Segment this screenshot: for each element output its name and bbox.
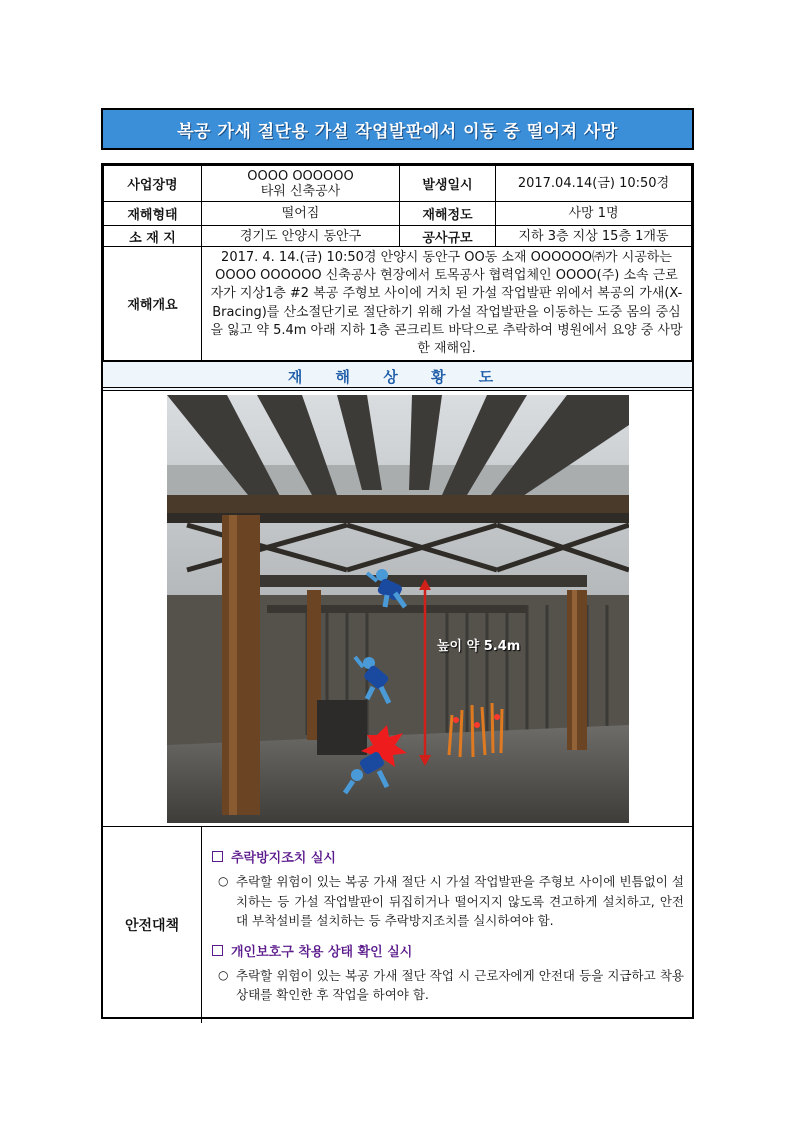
safety-heading-1-text: 추락방지조치 실시 xyxy=(231,851,336,867)
checkbox-square-icon xyxy=(212,851,223,862)
date-value: 2017.04.14(금) 10:50경 xyxy=(496,166,692,202)
business-value: OOOO OOOOOO타워 신축공사 xyxy=(202,166,400,202)
safety-item-2 xyxy=(218,966,684,1005)
scale-label: 공사규모 xyxy=(400,226,496,247)
report-title: 복공 가새 절단용 가설 작업발판에서 이동 중 떨어져 사망 xyxy=(177,121,618,142)
business-label: 사업장명 xyxy=(104,166,202,202)
diagram-section-header xyxy=(103,361,692,391)
report-title-banner xyxy=(101,108,694,150)
safety-body xyxy=(202,827,692,1023)
location-value: 경기도 안양시 동안구 xyxy=(202,226,400,247)
date-label: 발생일시 xyxy=(400,166,496,202)
safety-heading-1 xyxy=(212,847,684,866)
safety-label: 안전대책 xyxy=(103,827,202,1023)
accident-diagram xyxy=(103,391,692,827)
checkbox-square-icon xyxy=(212,945,223,956)
location-label: 소 재 지 xyxy=(104,226,202,247)
info-table xyxy=(103,165,692,361)
circle-bullet-icon: ○ xyxy=(218,967,229,982)
safety-measures xyxy=(103,827,692,1023)
type-label: 재해형태 xyxy=(104,202,202,226)
circle-bullet-icon: ○ xyxy=(218,874,229,889)
type-value: 떨어짐 xyxy=(202,202,400,226)
severity-value: 사망 1명 xyxy=(496,202,692,226)
diagram-section-title: 재 해 상 황 도 xyxy=(287,367,508,386)
safety-item-1 xyxy=(218,872,684,931)
overview-text: 2017. 4. 14.(금) 10:50경 안양시 동안구 OO동 소재 OOOOOO㈜가 시공하는 OOOO OOOOOO 신축공사 현장에서 토목공사 협력업체인 OOOO(주) 소속 근로자가 지상1층 #2 복공 주형보 사이에 거치 된 가설 작업발판 위에서 복공의 가새(X-Bracing)를 산소절단기로 절단하기 위해 가설 작업발판을 이동하는 도중 몸의 중심을 잃고 약 5.4m 아래 지하 1층 콘크리트 바닥으로 추락하여 병원에서 요양 중 사망한 재해임. xyxy=(202,247,692,361)
safety-item-1-text: 추락할 위험이 있는 복공 가새 절단 시 가설 작업발판을 주형보 사이에 빈틈없이 설치하는 등 가설 작업발판이 뒤집히거나 떨어지지 않도록 견고하게 설치하고, 안전대 부착설비를 설치하는 등 추락방지조치를 실시하여야 함. xyxy=(236,874,684,929)
overview-label: 재해개요 xyxy=(104,247,202,361)
accident-report xyxy=(101,163,694,1019)
height-label: 높이 약 5.4m xyxy=(437,639,521,655)
safety-heading-2 xyxy=(212,941,684,960)
accident-scene-illustration xyxy=(167,395,629,823)
safety-heading-2-text: 개인보호구 착용 상태 확인 실시 xyxy=(231,944,413,960)
safety-item-2-text: 추락할 위험이 있는 복공 가새 절단 작업 시 근로자에게 안전대 등을 지급하고 착용 상태를 확인한 후 작업을 하여야 함. xyxy=(236,967,684,1003)
severity-label: 재해정도 xyxy=(400,202,496,226)
scale-value: 지하 3층 지상 15층 1개동 xyxy=(496,226,692,247)
